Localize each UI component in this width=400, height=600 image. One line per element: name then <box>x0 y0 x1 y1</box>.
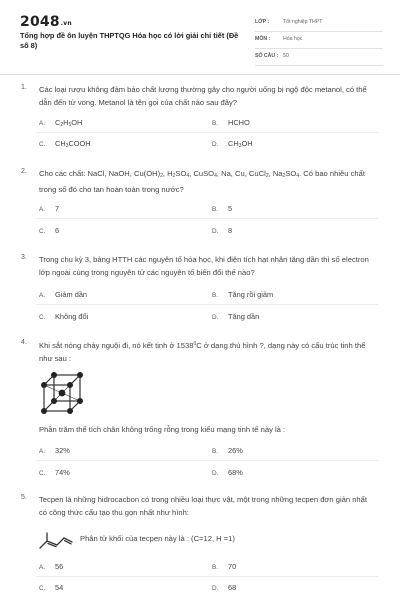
meta-row-question-count <box>255 51 383 66</box>
option-d[interactable] <box>212 583 236 594</box>
option-text: 54 <box>55 583 64 592</box>
option-letter: C. <box>39 141 46 148</box>
option-c[interactable] <box>39 139 91 150</box>
option-a[interactable] <box>39 446 70 457</box>
option-letter: A. <box>39 120 46 127</box>
site-logo[interactable] <box>20 14 72 30</box>
page-header <box>0 0 400 72</box>
meta-label: LỚP : <box>255 19 270 25</box>
option-letter: D. <box>212 470 219 477</box>
option-text: 68% <box>228 468 243 477</box>
option-text: HCHO <box>228 118 250 127</box>
option-d[interactable] <box>212 139 253 150</box>
option-c[interactable] <box>39 468 70 479</box>
option-text: Tăng dần <box>228 312 260 321</box>
option-text: Tăng rồi giảm <box>228 290 274 299</box>
option-letter: D. <box>212 141 219 148</box>
option-letter: A. <box>39 564 46 571</box>
option-letter: A. <box>39 292 46 299</box>
question-text: Khi sắt nóng chảy nguội đi, nó kết tinh ở 1538$^0$C ở dạng thù hình ?, dạng này có cấu trúc tinh thể như sau : <box>39 341 366 363</box>
question-text: Các loại rượu không đảm bảo chất lượng thường gây cho người uống bị ngộ độc metanol, có thể dẫn đến tử vong. Metanol là tên gọi của chất nào sau đây? <box>39 85 367 107</box>
option-letter: D. <box>212 228 219 235</box>
option-a[interactable] <box>39 118 82 129</box>
question-text: Tecpen là những hidrocacbon có trong nhiều loại thực vật, một trong những tecpen đơn giản nhất có công thức cấu tạo thu gọn nhất như hình: <box>39 495 367 517</box>
option-letter: D. <box>212 314 219 321</box>
option-b[interactable] <box>212 204 232 215</box>
option-text: 26% <box>228 446 243 455</box>
option-text: $CH_3COOH$ <box>55 139 91 149</box>
option-letter: B. <box>212 448 219 455</box>
option-letter: D. <box>212 585 219 592</box>
option-letter: C. <box>39 228 46 235</box>
option-letter: A. <box>39 448 46 455</box>
option-letter: C. <box>39 585 46 592</box>
option-text: 6 <box>55 226 60 235</box>
bcc-crystal-structure-image <box>38 371 86 417</box>
header-divider <box>0 74 400 75</box>
question-number: 4. <box>21 339 27 346</box>
option-b[interactable] <box>212 562 236 573</box>
option-divider <box>36 218 378 219</box>
question-followup-text: Phân tử khối của tecpen này là : (C=12, H =1) <box>80 534 235 543</box>
option-text: $C_2H_5OH$ <box>55 118 83 128</box>
document-title: Tổng hợp đề ôn luyện THPTQG Hóa học có lời giải chi tiết (Đề số 8) <box>20 31 239 50</box>
meta-row-class <box>255 17 383 32</box>
option-divider <box>36 132 378 133</box>
option-b[interactable] <box>212 290 273 301</box>
option-divider <box>36 576 378 577</box>
option-c[interactable] <box>39 583 63 594</box>
question-number: 2. <box>21 168 27 175</box>
option-text: Giảm dần <box>55 290 88 299</box>
option-d[interactable] <box>212 312 259 323</box>
option-text: 74% <box>55 468 70 477</box>
meta-label: MÔN : <box>255 36 271 42</box>
option-a[interactable] <box>39 290 87 301</box>
option-text: 32% <box>55 446 70 455</box>
option-divider <box>36 460 378 461</box>
option-text: 70 <box>228 562 237 571</box>
option-divider <box>36 304 378 305</box>
option-letter: A. <box>39 206 46 213</box>
option-text: Không đổi <box>55 312 89 321</box>
option-c[interactable] <box>39 312 88 323</box>
option-c[interactable] <box>39 226 59 237</box>
question-followup-text: Phần trăm thể tích chân không trống rỗng trong kiểu mạng tinh tế này là : <box>39 425 286 434</box>
meta-label: SỐ CÂU : <box>255 53 279 59</box>
option-text: $CH_3OH$ <box>228 139 253 149</box>
meta-value: Hóa học <box>283 36 303 42</box>
option-a[interactable] <box>39 204 59 215</box>
option-a[interactable] <box>39 562 63 573</box>
logo-text: 2048 <box>20 14 60 30</box>
terpene-skeletal-formula-image <box>38 532 74 550</box>
question-number: 1. <box>21 84 27 91</box>
option-text: 5 <box>228 204 233 213</box>
question-number: 3. <box>21 254 27 261</box>
meta-row-subject <box>255 34 383 49</box>
option-text: 56 <box>55 562 64 571</box>
meta-value: Tốt nghiệp THPT <box>283 19 323 25</box>
option-letter: B. <box>212 292 219 299</box>
option-letter: B. <box>212 206 219 213</box>
meta-value: 50 <box>283 53 289 59</box>
option-d[interactable] <box>212 226 232 237</box>
option-letter: B. <box>212 564 219 571</box>
option-letter: C. <box>39 470 46 477</box>
option-text: 68 <box>228 583 237 592</box>
option-d[interactable] <box>212 468 243 479</box>
logo-tld: .vn <box>60 20 72 27</box>
option-text: 7 <box>55 204 60 213</box>
option-letter: C. <box>39 314 46 321</box>
document-meta <box>255 17 383 68</box>
question-text: Trong chu kỳ 3, bảng HTTH các nguyên tố hóa học, khi điện tích hạt nhân tăng dần thì số electron lớp ngoài cùng trong nguyên tử các nguyên tố biến đổi thế nào? <box>39 255 369 277</box>
question-text: Cho các chất: NaCl, NaOH, $Cu(OH)_2$, $H_2SO_4$, CuSO$_4$, Na, Cu, CuCl$_2$, $Na_2SO_4$. Có bao nhiêu chất trong số đó cho tan hoàn toàn trong nước? <box>39 169 365 194</box>
option-letter: B. <box>212 120 219 127</box>
question-number: 5. <box>21 494 27 501</box>
option-b[interactable] <box>212 446 243 457</box>
option-text: 8 <box>228 226 233 235</box>
option-b[interactable] <box>212 118 250 129</box>
